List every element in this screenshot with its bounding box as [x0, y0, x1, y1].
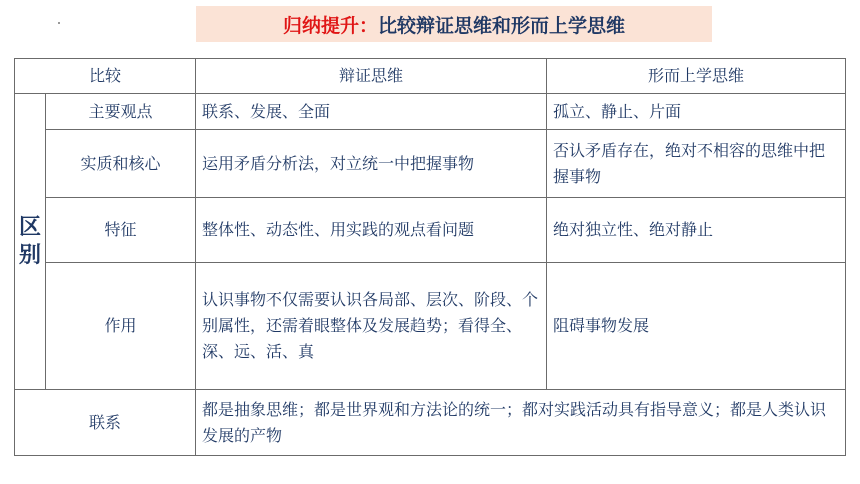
- comparison-table: [14, 58, 846, 456]
- table-header-row: [15, 59, 846, 94]
- title-main: 比较辩证思维和形而上学思维: [378, 14, 626, 37]
- header-compare: 比较: [15, 59, 196, 94]
- metaphysical-cell: 阻碍事物发展: [547, 263, 846, 390]
- decorative-dot: [58, 22, 60, 24]
- row-label: 主要观点: [46, 94, 196, 130]
- difference-label: [15, 94, 46, 390]
- table-row: [15, 130, 846, 198]
- table-row: [15, 94, 846, 130]
- metaphysical-cell: 否认矛盾存在，绝对不相容的思维中把握事物: [547, 130, 846, 198]
- dialectical-cell: 联系、发展、全面: [196, 94, 547, 130]
- metaphysical-cell: 孤立、静止、片面: [547, 94, 846, 130]
- connection-label: 联系: [15, 390, 196, 456]
- table-row: [15, 263, 846, 390]
- metaphysical-cell: 绝对独立性、绝对静止: [547, 198, 846, 263]
- header-dialectical: 辩证思维: [196, 59, 547, 94]
- difference-char-1: 区: [18, 214, 41, 240]
- connection-row: [15, 390, 846, 456]
- title-prefix: 归纳提升：: [282, 14, 378, 37]
- dialectical-cell: 认识事物不仅需要认识各局部、层次、阶段、个别属性，还需着眼整体及发展趋势；看得全、深、远、活、真: [196, 263, 547, 390]
- row-label: 特征: [46, 198, 196, 263]
- page-title: [196, 6, 712, 42]
- connection-text: 都是抽象思维；都是世界观和方法论的统一；都对实践活动具有指导意义；都是人类认识发展的产物: [196, 390, 846, 456]
- header-metaphysical: 形而上学思维: [547, 59, 846, 94]
- row-label: 作用: [46, 263, 196, 390]
- difference-char-2: 别: [18, 242, 41, 268]
- dialectical-cell: 整体性、动态性、用实践的观点看问题: [196, 198, 547, 263]
- table-row: [15, 198, 846, 263]
- row-label: 实质和核心: [46, 130, 196, 198]
- dialectical-cell: 运用矛盾分析法，对立统一中把握事物: [196, 130, 547, 198]
